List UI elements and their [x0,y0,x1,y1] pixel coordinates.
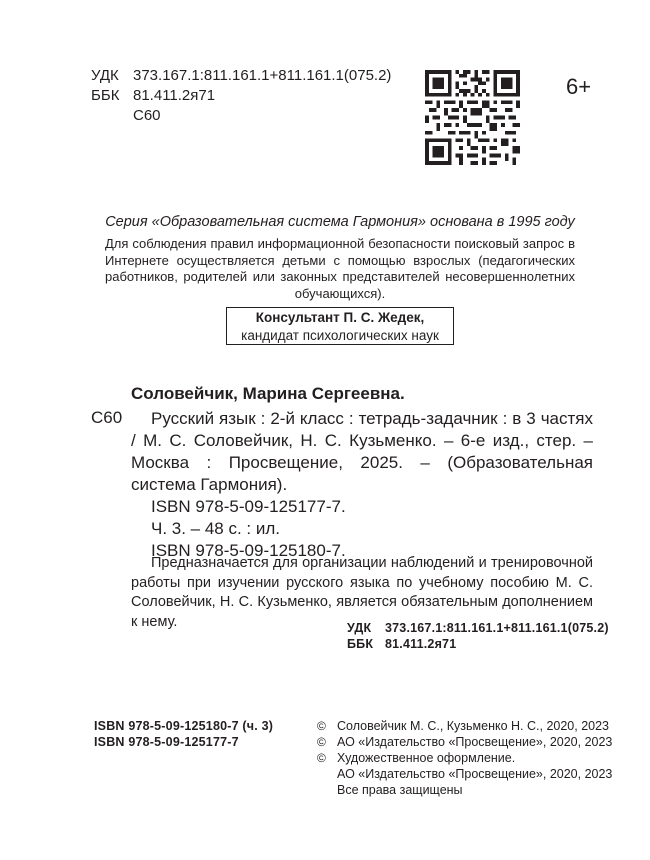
bottom-udk-value: 373.167.1:811.161.1+811.161.1(075.2) [385,621,609,635]
catalog-isbn-part: ISBN 978-5-09-125180-7. [151,541,346,560]
consultant-name: Консультант П. С. Жедек, [255,310,425,325]
consultant-title: кандидат психологических наук [241,328,439,343]
age-rating: 6+ [566,74,592,99]
rights-reserved [317,782,612,798]
bottom-bbk-label: ББК [347,637,374,651]
copyright-text: АО «Издательство «Просвещение», 2020, 2023 [337,735,613,749]
isbn-set: ISBN 978-5-09-125177-7 [94,735,239,749]
bottom-udk-label: УДК [347,621,372,635]
author-mark-row [91,106,391,126]
copyright-continuation [317,766,612,782]
catalog-author: Соловейчик, Марина Сергеевна. [131,384,405,403]
catalog-description-block [131,408,593,562]
qr-code-icon [425,70,520,165]
isbn-part: ISBN 978-5-09-125180-7 (ч. 3) [94,719,274,733]
bbk-label: ББК [91,87,120,104]
udk-row [91,66,391,86]
catalog-isbn-set: ISBN 978-5-09-125177-7. [151,497,346,516]
catalog-description: Русский язык : 2-й класс : тетрадь-задачник : в 3 частях / М. С. Соловейчик, Н. С. Кузьменко. – 6-е изд., стер. – Москва : Просвещение, 2025. – (Образовательная система Гармония). [131,409,593,494]
purpose-annotation: Предназначается для организации наблюдений и тренировочной работы при изучении русского языка по учебному пособию М. С. Соловейчик, Н. С. Кузьменко, является обязательным дополнением к нему. [131,555,593,630]
copyright-item [317,718,612,734]
bbk-value: 81.411.2я71 [133,87,216,104]
series-note: Серия «Образовательная система Гармония» основана в 1995 году [105,214,575,230]
author-mark: С60 [133,107,161,124]
bottom-bbk-row [347,636,609,652]
copyright-text: АО «Издательство «Просвещение», 2020, 2023 [337,767,613,781]
copyright-icon: © [317,751,326,765]
copyright-text: Соловейчик М. С., Кузьменко Н. С., 2020, 2023 [337,719,610,733]
copyright-icon: © [317,719,326,733]
copyright-text: Художественное оформление. [337,751,516,765]
catalog-index: С60 [91,408,123,427]
rights-reserved-text: Все права защищены [337,783,463,797]
copyright-item [317,734,612,750]
bottom-bbk-value: 81.411.2я71 [385,637,457,651]
isbn-list [94,718,273,750]
udk-value: 373.167.1:811.161.1+811.161.1(075.2) [133,67,392,84]
safety-note: Для соблюдения правил информационной безопасности поисковый запрос в Интернете осуществляется детьми с помощью взрослых (педагогических работников, родителей или законных представителей несовершеннолетних обучающихся). [105,236,575,301]
copyright-icon: © [317,735,326,749]
catalog-part-info: Ч. 3. – 48 с. : ил. [151,519,281,538]
bbk-row [91,86,391,106]
bottom-classification-codes [347,620,609,652]
copyright-item [317,750,612,766]
bottom-udk-row [347,620,609,636]
udk-label: УДК [91,67,119,84]
consultant-box [226,307,454,345]
copyright-list [317,718,612,798]
top-classification-codes [91,66,391,126]
